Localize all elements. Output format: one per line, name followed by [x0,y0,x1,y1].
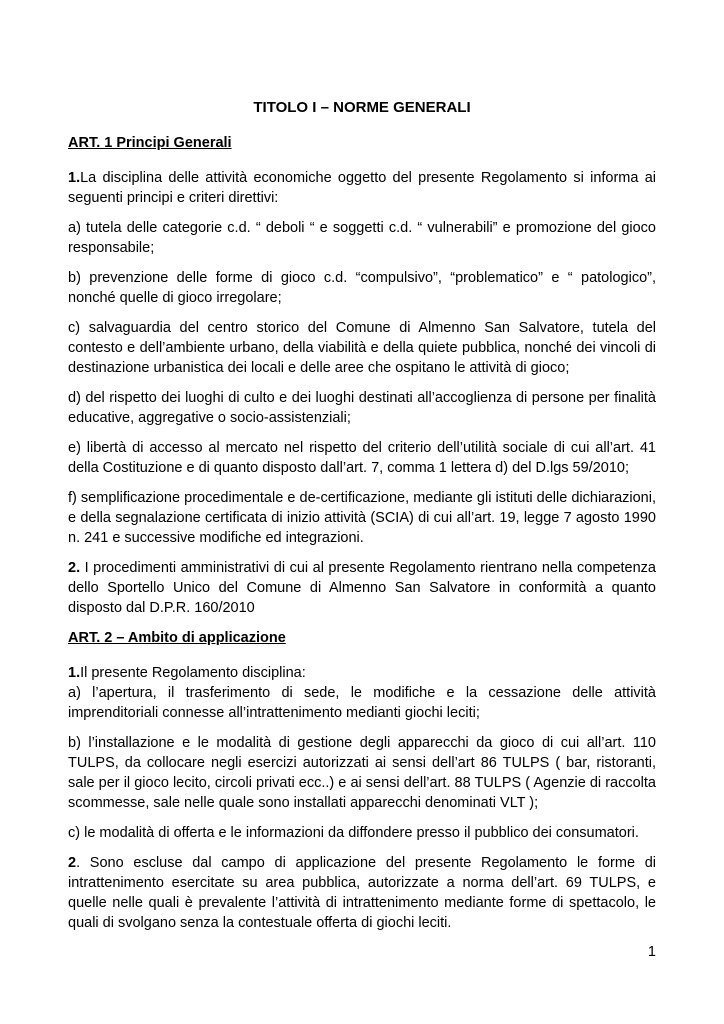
art1-paragraph-2-text: I procedimenti amministrativi di cui al presente Regolamento rientrano nella competenza dello Sportello Unico del Comune di Almenno San Salvatore in conformità a quanto disposto dal D.P.R. 160/2010 [68,560,656,616]
art2-item-c: c) le modalità di offerta e le informazioni da diffondere presso il pubblico dei consumatori. [68,825,639,841]
art1-item-a: a) tutela delle categorie c.d. “ deboli “ e soggetti c.d. “ vulnerabili” e promozione del gioco responsabile; [68,220,656,256]
art2-paragraph-1 [68,663,656,683]
art2-paragraph-1-text: Il presente Regolamento disciplina: [80,665,306,681]
art1-heading: ART. 1 Principi Generali [68,135,232,151]
art1-item-e: e) libertà di accesso al mercato nel rispetto del criterio dell’utilità sociale di cui all’art. 41 della Costituzione e di quanto disposto dall’art. 7, comma 1 lettera d) del D.lgs 59/2010; [68,440,656,476]
art1-paragraph-2-number: 2. [68,560,81,576]
art2-paragraph-2 [68,853,656,933]
art2-paragraph-2-number: 2 [68,855,77,871]
page-number: 1 [647,944,656,960]
art2-paragraph-1-number: 1. [68,665,81,681]
art1-item-f: f) semplificazione procedimentale e de-certificazione, mediante gli istituti delle dichiarazioni, e della segnalazione certificata di inizio attività (SCIA) di cui all’art. 19, legge 7 agosto 1990 n. 241 e successive modifiche ed integrazioni. [68,490,656,546]
art2-paragraph-2-text: . Sono escluse dal campo di applicazione del presente Regolamento le forme di intrattenimento esercitate su area pubblica, autorizzate a norma dell’art. 69 TULPS, e quelle nelle quali è prevalente l’attività di intrattenimento mediante forme di spettacolo, le quali di svolgano senza la contestuale offerta di giochi leciti. [68,855,656,931]
art1-item-b: b) prevenzione delle forme di gioco c.d. “compulsivo”, “problematico” e “ patologico”, nonché quelle di gioco irregolare; [68,270,656,306]
art1-item-c: c) salvaguardia del centro storico del Comune di Almenno San Salvatore, tutela del contesto e dell’ambiente urbano, della viabilità e della quiete pubblica, nonché dei vincoli di destinazione urbanistica dei locali e delle aree che ospitano le attività di gioco; [68,320,656,376]
art1-paragraph-1 [68,168,656,208]
art1-item-d: d) del rispetto dei luoghi di culto e dei luoghi destinati all’accoglienza di persone per finalità educative, aggregative o socio-assistenziali; [68,390,656,426]
art2-item-a: a) l’apertura, il trasferimento di sede, le modifiche e la cessazione delle attività imprenditoriali connesse all’intrattenimento medianti giochi leciti; [68,685,656,721]
document-content [68,98,656,943]
art2-item-b: b) l’installazione e le modalità di gestione degli apparecchi da gioco di cui all’art. 110 TULPS, da collocare negli esercizi autorizzati ai sensi dell’art 86 TULPS ( bar, ristoranti, sale per il gioco lecito, circoli privati ecc..) e ai sensi dell’art. 88 TULPS ( Agenzie di raccolta scommesse, sale nelle quale sono installati apparecchi denominati VLT ); [68,735,656,811]
art1-paragraph-1-number: 1. [68,170,81,186]
art2-heading: ART. 2 – Ambito di applicazione [68,630,286,646]
art1-paragraph-2 [68,558,656,618]
document-title: TITOLO I – NORME GENERALI [253,99,471,116]
art1-paragraph-1-text: La disciplina delle attività economiche oggetto del presente Regolamento si informa ai seguenti principi e criteri direttivi: [68,170,656,206]
